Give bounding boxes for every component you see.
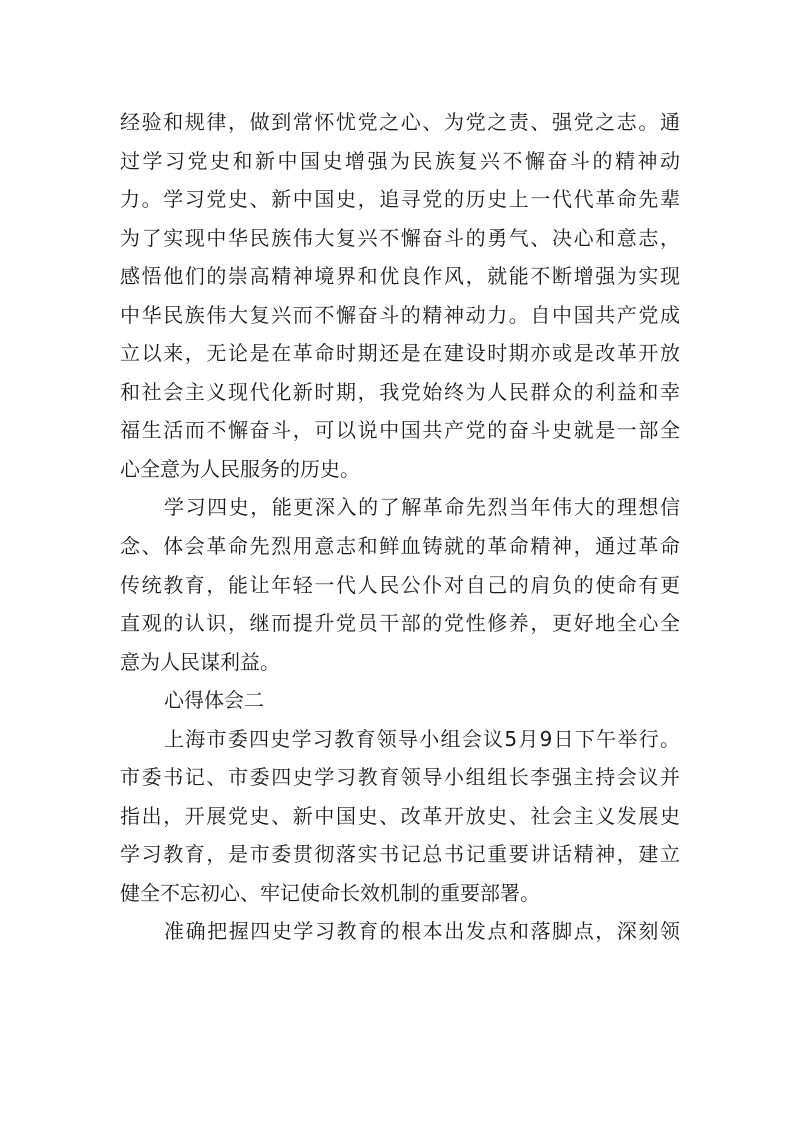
text-line: 经验和规律，做到常怀忧党之心、为党之责、强党之志。通 xyxy=(120,110,680,134)
text-line: 学习教育，是市委贯彻落实书记总书记重要讲话精神，建立 xyxy=(120,842,680,867)
text-line: 意为人民谋利益。 xyxy=(120,649,280,674)
text-line: 直观的认识，继而提升党员干部的党性修养，更好地全心全 xyxy=(120,611,680,636)
text-line: 上海市委四史学习教育领导小组会议5月9日下午举行。 xyxy=(164,726,680,751)
text-line: 中华民族伟大复兴而不懈奋斗的精神动力。自中国共产党成 xyxy=(120,302,680,327)
text-line: 指出，开展党史、新中国史、改革开放史、社会主义发展史 xyxy=(120,803,680,828)
text-line: 福生活而不懈奋斗，可以说中国共产党的奋斗史就是一部全 xyxy=(120,418,680,443)
text-line: 传统教育，能让年轻一代人民公仆对自己的肩负的使命有更 xyxy=(120,572,680,597)
text-line: 准确把握四史学习教育的根本出发点和落脚点，深刻领 xyxy=(164,919,680,944)
text-line: 健全不忘初心、牢记使命长效机制的重要部署。 xyxy=(120,880,540,905)
document-body xyxy=(120,103,680,951)
text-line: 心全意为人民服务的历史。 xyxy=(120,456,360,481)
text-line: 市委书记、市委四史学习教育领导小组组长李强主持会议并 xyxy=(120,765,680,790)
text-line: 感悟他们的崇高精神境界和优良作风，就能不断增强为实现 xyxy=(120,264,680,289)
text-line: 心得体会二 xyxy=(164,688,264,713)
text-line: 和社会主义现代化新时期，我党始终为人民群众的利益和幸 xyxy=(120,379,680,404)
text-line: 立以来，无论是在革命时期还是在建设时期亦或是改革开放 xyxy=(120,341,680,366)
text-line: 念、体会革命先烈用意志和鲜血铸就的革命精神，通过革命 xyxy=(120,534,680,559)
text-line: 为了实现中华民族伟大复兴不懈奋斗的勇气、决心和意志， xyxy=(120,225,680,250)
text-line: 学习四史，能更深入的了解革命先烈当年伟大的理想信 xyxy=(164,495,680,520)
text-line: 力。学习党史、新中国史，追寻党的历史上一代代革命先辈 xyxy=(120,187,680,212)
text-line: 过学习党史和新中国史增强为民族复兴不懈奋斗的精神动 xyxy=(120,148,680,173)
